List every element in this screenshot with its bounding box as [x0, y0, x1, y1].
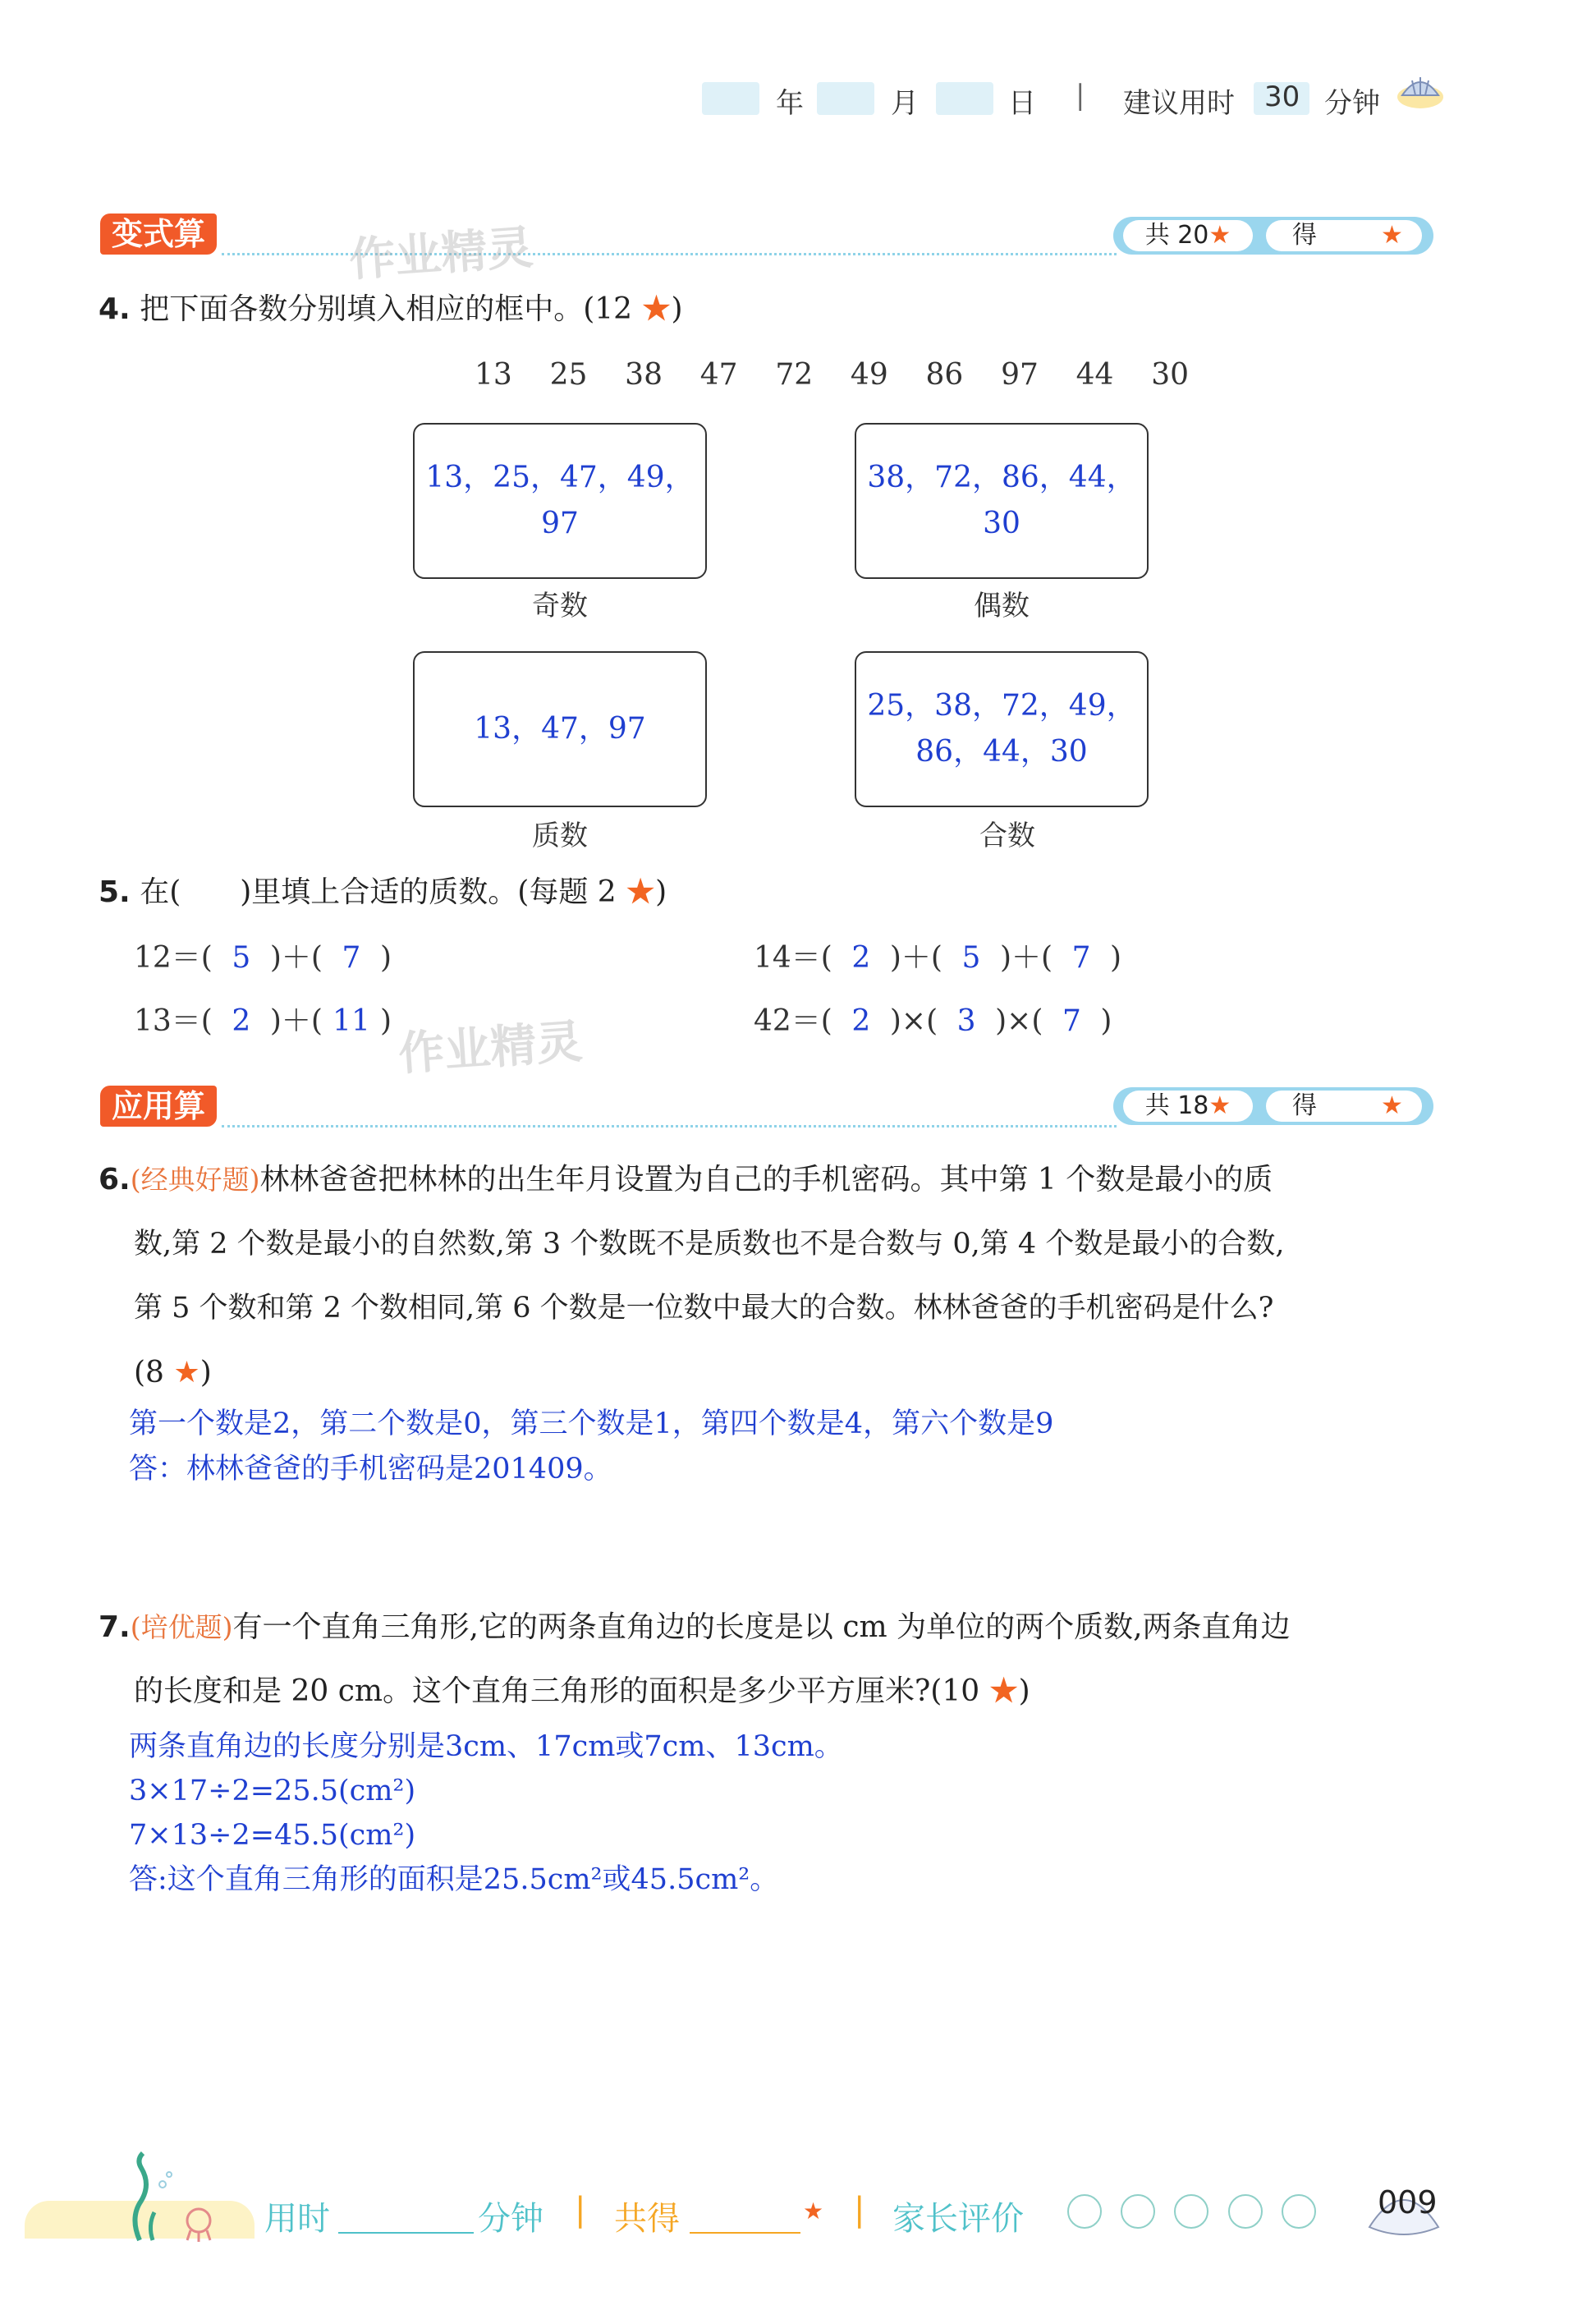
minute-label: 分钟	[1324, 87, 1380, 120]
star-icon: ★	[1381, 1091, 1403, 1120]
question-6-line3: 第 5 个数和第 2 个数相同,第 6 个数是一位数中最大的合数。林林爸爸的手机密码是什么?	[134, 1292, 1274, 1325]
question-text: 在( )里填上合适的质数。(每题 2	[140, 875, 626, 909]
composite-numbers-box[interactable]	[855, 651, 1149, 807]
composite-answer-line2: 86，44，30	[915, 735, 1088, 769]
question-text-end: )	[671, 292, 683, 326]
question-number: 6.	[99, 1163, 131, 1196]
page-number: 009	[1378, 2184, 1438, 2220]
question-5	[99, 875, 667, 911]
q7-answer-line1: 两条直角边的长度分别是3cm、17cm或7cm、13cm。	[129, 1730, 843, 1763]
eq-answer[interactable]: 7	[1071, 941, 1091, 975]
eq-operator: )＋(	[999, 941, 1053, 975]
eq-answer[interactable]: 2	[232, 1004, 251, 1038]
eq-answer[interactable]: 7	[1062, 1004, 1081, 1038]
odd-numbers-box[interactable]	[413, 423, 707, 579]
question-6-points	[134, 1355, 212, 1391]
footer-time-blank[interactable]	[338, 2232, 474, 2234]
question-text: 把下面各数分别填入相应的框中。(12	[140, 292, 642, 326]
question-number: 7.	[99, 1610, 131, 1644]
star-icon: ★	[173, 1356, 200, 1389]
eq-operator: )＋(	[269, 941, 323, 975]
rating-face-icon[interactable]	[1067, 2194, 1102, 2229]
star-icon: ★	[626, 875, 656, 909]
odd-numbers-label: 奇数	[532, 590, 588, 622]
eq-answer[interactable]: 2	[851, 941, 871, 975]
q7-answer-line3: 7×13÷2=45.5(cm²)	[129, 1819, 416, 1852]
year-blank[interactable]	[702, 82, 759, 115]
question-text: 有一个直角三角形,它的两条直角边的长度是以 cm 为单位的两个质数,两条直角边	[232, 1610, 1291, 1644]
equation-12	[134, 940, 392, 976]
prime-numbers-box[interactable]	[413, 651, 707, 807]
header-separator: |	[1075, 79, 1085, 112]
eq-answer[interactable]: 3	[956, 1004, 976, 1038]
star-icon: ★	[1208, 221, 1231, 250]
eq-prefix: 42＝(	[754, 1004, 832, 1038]
equation-13	[134, 1003, 392, 1040]
score-total	[1123, 1091, 1253, 1122]
question-7-line2	[134, 1674, 1030, 1710]
question-text-end: )	[1018, 1674, 1030, 1708]
eq-prefix: 13＝(	[134, 1004, 213, 1038]
eq-answer[interactable]: 5	[232, 941, 251, 975]
odd-numbers-answer: 13，25，47，49，97	[425, 461, 695, 540]
star-icon: ★	[641, 292, 672, 326]
eq-operator: )＋(	[269, 1004, 323, 1038]
section-title-applied-calc: 应用算	[100, 1086, 217, 1127]
watermark: 作业精灵	[347, 221, 535, 287]
score-total-text: 共 18	[1144, 1091, 1209, 1120]
question-text: 林林爸爸把林林的出生年月设置为自己的手机密码。其中第 1 个数是最小的质	[259, 1163, 1273, 1196]
seaweed-icon	[123, 2152, 222, 2242]
q6-answer-line1: 第一个数是2，第二个数是0，第三个数是1，第四个数是4，第六个数是9	[129, 1408, 1054, 1440]
suggested-time-value: 30	[1264, 80, 1300, 113]
points-end: )	[200, 1356, 212, 1389]
eq-answer[interactable]: 11	[332, 1004, 370, 1038]
question-4	[99, 292, 683, 328]
eq-answer[interactable]: 5	[961, 941, 981, 975]
footer-separator: |	[575, 2191, 586, 2229]
footer-total-blank[interactable]	[690, 2232, 800, 2234]
eq-operator: )×(	[995, 1004, 1043, 1038]
q6-answer-line2: 答：林林爸爸的手机密码是201409。	[129, 1453, 612, 1486]
equation-42	[754, 1003, 1112, 1040]
star-icon: ★	[1208, 1091, 1231, 1120]
rating-face-icon[interactable]	[1121, 2194, 1155, 2229]
score-obtained[interactable]	[1266, 220, 1422, 251]
composite-numbers-label: 合数	[979, 820, 1035, 852]
question-text-end: )	[655, 875, 667, 909]
question-7-line1	[99, 1610, 1291, 1646]
prime-numbers-label: 质数	[532, 820, 588, 852]
day-label: 日	[1008, 87, 1036, 120]
eq-close: )	[1100, 1004, 1112, 1038]
score-total-text: 共 20	[1144, 221, 1209, 250]
eq-prefix: 14＝(	[754, 941, 832, 975]
even-numbers-answer: 38，72，86，44，30	[867, 461, 1136, 540]
question-number: 4.	[99, 292, 131, 326]
question-text: 的长度和是 20 cm。这个直角三角形的面积是多少平方厘米?(10	[134, 1674, 989, 1708]
score-obtained-label: 得	[1292, 1091, 1317, 1120]
suggested-time-label: 建议用时	[1123, 87, 1235, 120]
score-total	[1123, 220, 1253, 251]
number-list: 13 25 38 47 72 49 86 97 44 30	[475, 358, 1190, 392]
footer-total-label: 共得	[614, 2200, 680, 2238]
question-tag: (经典好题)	[130, 1164, 260, 1196]
composite-answer-line1: 25，38，72，49，	[867, 689, 1136, 723]
equation-14	[754, 940, 1121, 976]
rating-face-icon[interactable]	[1174, 2194, 1208, 2229]
eq-close: )	[1110, 941, 1122, 975]
even-numbers-label: 偶数	[974, 590, 1030, 622]
eq-close: )	[379, 941, 392, 975]
section-title-variant-calc: 变式算	[100, 214, 217, 255]
even-numbers-box[interactable]	[855, 423, 1149, 579]
eq-close: )	[379, 1004, 392, 1038]
section-divider	[222, 1125, 1117, 1127]
q7-answer-line4: 答:这个直角三角形的面积是25.5cm²或45.5cm²。	[129, 1863, 779, 1896]
eq-answer[interactable]: 7	[342, 941, 361, 975]
question-6-line1	[99, 1162, 1273, 1198]
footer-separator: |	[854, 2191, 865, 2229]
score-obtained[interactable]	[1266, 1091, 1422, 1122]
question-number: 5.	[99, 875, 131, 909]
month-label: 月	[891, 87, 919, 120]
shell-icon	[1396, 72, 1445, 112]
watermark: 作业精灵	[397, 1015, 585, 1082]
footer-time-label: 用时	[264, 2200, 330, 2238]
month-blank[interactable]	[817, 82, 874, 115]
eq-prefix: 12＝(	[134, 941, 213, 975]
star-icon: ★	[803, 2197, 824, 2225]
day-blank[interactable]	[936, 82, 993, 115]
points-text: (8	[134, 1356, 174, 1389]
prime-numbers-answer: 13，47，97	[474, 712, 646, 746]
question-6-line2: 数,第 2 个数是最小的自然数,第 3 个数既不是质数也不是合数与 0,第 4 个数是最小的合数,	[134, 1228, 1285, 1261]
rating-face-icon[interactable]	[1282, 2194, 1316, 2229]
eq-answer[interactable]: 2	[851, 1004, 871, 1038]
eq-operator: )×(	[889, 1004, 938, 1038]
q7-answer-line2: 3×17÷2=25.5(cm²)	[129, 1775, 416, 1807]
star-icon: ★	[988, 1674, 1019, 1708]
footer-parent-label: 家长评价	[892, 2200, 1024, 2238]
question-tag: (培优题)	[130, 1611, 233, 1643]
year-label: 年	[776, 87, 804, 120]
star-icon: ★	[1381, 221, 1403, 250]
footer-minute-label: 分钟	[478, 2200, 543, 2238]
rating-face-icon[interactable]	[1228, 2194, 1263, 2229]
score-obtained-label: 得	[1292, 221, 1317, 250]
eq-operator: )＋(	[889, 941, 942, 975]
